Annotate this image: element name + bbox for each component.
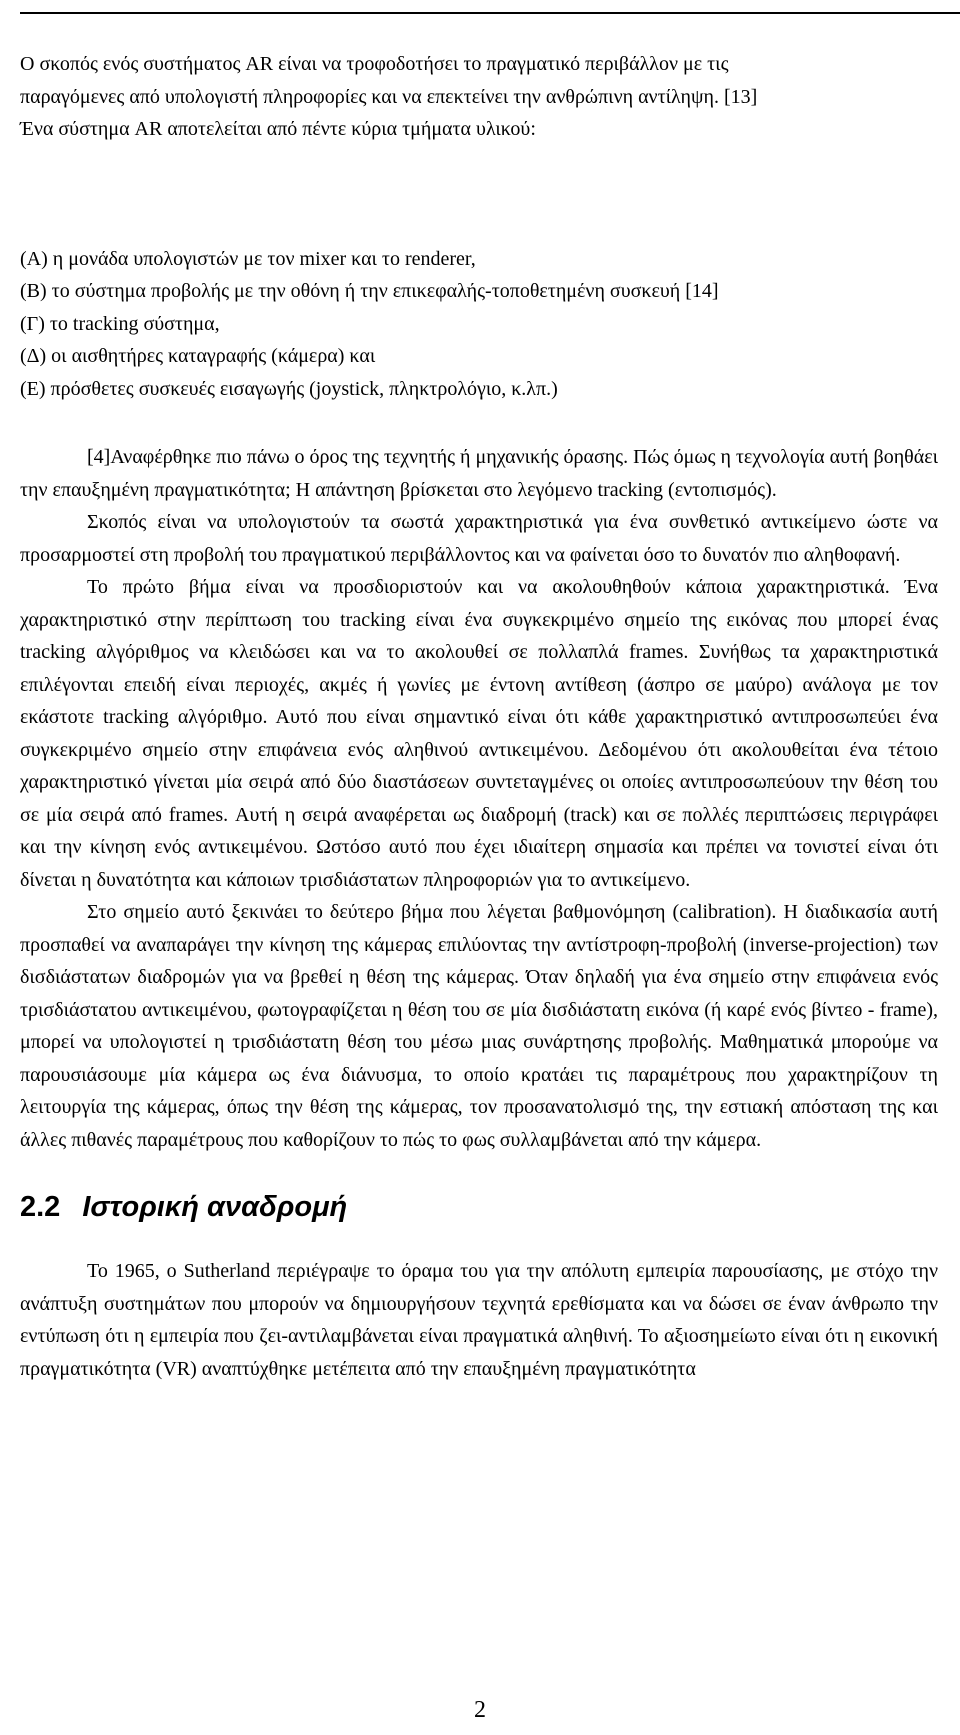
list-item: (Γ) το tracking σύστημα, — [20, 312, 220, 335]
list-item: (Δ) οι αισθητήρες καταγραφής (κάμερα) και — [20, 345, 376, 367]
body-text — [20, 441, 938, 1156]
list-item: (Ε) πρόσθετες συσκευές εισαγωγής (joystick, πληκτρολόγιο, κ.λπ.) — [20, 377, 558, 400]
intro-line: Ένα σύστημα AR αποτελείται από πέντε κύρια τμήματα υλικού: — [20, 118, 536, 140]
list-item: (Α) η μονάδα υπολογιστών με τον mixer και το renderer, — [20, 247, 476, 270]
list-item: (Β) το σύστημα προβολής με την οθόνη ή την επικεφαλής-τοποθετημένη συσκευή [14] — [20, 280, 719, 302]
paragraph-calibration: Στο σημείο αυτό ξεκινάει το δεύτερο βήμα που λέγεται βαθμονόμηση (calibration). Η διαδικασία αυτή προσπαθεί να αναπαράγει την κίνηση της κάμερας επιλύοντας την αντίστροφη-προβολή (inverse-projection) των δισδιάστατων διαδρομών για να βρεθεί η θέση της κάμερας. Όταν δηλαδή για ένα σημείο στην επιφάνεια ενός τρισδιάστατου αντικειμένου, φωτογραφίζεται η θέση του σε μία δισδιάστατη εικόνα (ή καρέ ενός βίντεο - frame), μπορεί να υπολογιστεί η τρισδιάστατη θέση του μέσω μιας συνάρτησης προβολής. Μαθηματικά μπορούμε να παρουσιάσουμε μία κάμερα ως ένα διάνυσμα, το οποίο κρατάει τις παραμέτρους που χαρακτηρίζουν τη λειτουργία της κάμερας, όπως την θέση της κάμερας, τον προσανατολισμό της, την εστιακή απόσταση της και άλλες πιθανές παραμέτρους που καθορίζουν το πώς το φως συλλαμβάνεται από την κάμερα. — [20, 901, 938, 1151]
intro-paragraph — [20, 48, 938, 146]
paragraph-features: Το πρώτο βήμα είναι να προσδιοριστούν και να ακολουθηθούν κάποια χαρακτηριστικά. Ένα χαρακτηριστικό στην περίπτωση του tracking είναι ένα συγκεκριμένο σημείο της εικόνας που μπορεί ένας tracking αλγόριθμος να κλειδώσει και να το ακολουθεί σε πολλαπλά frames. Συνήθως τα χαρακτηριστικά επιλέγονται επειδή είναι περιοχές, ακμές ή γωνίες με έντονη αντίθεση (άσπρο σε μαύρο) ανάλογα με τον εκάστοτε tracking αλγόριθμο. Αυτό που είναι σημαντικό είναι ότι κάθε χαρακτηριστικό αντιπροσωπεύει ένα συγκεκριμένο σημείο στην επιφάνεια ενός αληθινού αντικειμένου. Δεδομένου ότι ακολουθείται ένα τέτοιο χαρακτηριστικό γίνεται μία σειρά από δύο διαστάσεων συντεταγμένες οι οποίες αντιπροσωπεύουν την θέση του σε μία σειρά από frames. Αυτή η σειρά αναφέρεται ως διαδρομή (track) και σε πολλές περιπτώσεις περιγράφει και την κίνηση ενός αντικειμένου. Ωστόσο αυτό που έχει ιδιαίτερη σημασία και πρέπει να τονιστεί είναι ότι δίνεται η δυνατότητα και κάποιων τρισδιάστατων πληροφοριών για το αντικείμενο. — [20, 576, 938, 891]
paragraph-history: Το 1965, ο Sutherland περιέγραψε το όραμα του για την απόλυτη εμπειρία παρουσίασης, με στόχο την ανάπτυξη συστημάτων που μπορούν να δημιουργήσουν τεχνητά ερεθίσματα και να δώσει σε έναν άνθρωπο την εντύπωση ότι η εμπειρία που ζει-αντιλαμβάνεται είναι πραγματικά αληθινή. Το αξιοσημείωτο είναι ότι η εικονική πραγματικότητα (VR) αναπτύχθηκε μετέπειτα από την επαυξημένη πραγματικότητα — [20, 1260, 938, 1380]
header-rule — [20, 12, 960, 14]
intro-line: παραγόμενες από υπολογιστή πληροφορίες και να επεκτείνει την ανθρώπινη αντίληψη. [13] — [20, 85, 758, 108]
hardware-components-list — [20, 243, 938, 406]
section-heading — [20, 1189, 938, 1225]
page-number: 2 — [474, 1697, 486, 1723]
paragraph-tracking-intro: [4]Αναφέρθηκε πιο πάνω ο όρος της τεχνητής ή μηχανικής όρασης. Πώς όμως η τεχνολογία αυτή βοηθάει την επαυξημένη πραγματικότητα; Η απάντηση βρίσκεται στο λεγόμενο tracking (εντοπισμός). — [20, 446, 938, 501]
section-body — [20, 1255, 938, 1385]
document-page — [20, 48, 938, 1385]
section-title: Ιστορική αναδρομή — [82, 1191, 348, 1223]
section-number: 2.2 — [20, 1191, 61, 1223]
intro-line: Ο σκοπός ενός συστήματος AR είναι να τροφοδοτήσει το πραγματικό περιβάλλον με τις — [20, 53, 729, 75]
paragraph-goal: Σκοπός είναι να υπολογιστούν τα σωστά χαρακτηριστικά για ένα συνθετικό αντικείμενο ώστε να προσαρμοστεί στη προβολή του πραγματικού περιβάλλοντος και να φαίνεται όσο το δυνατόν πιο αληθοφανή. — [20, 511, 938, 566]
